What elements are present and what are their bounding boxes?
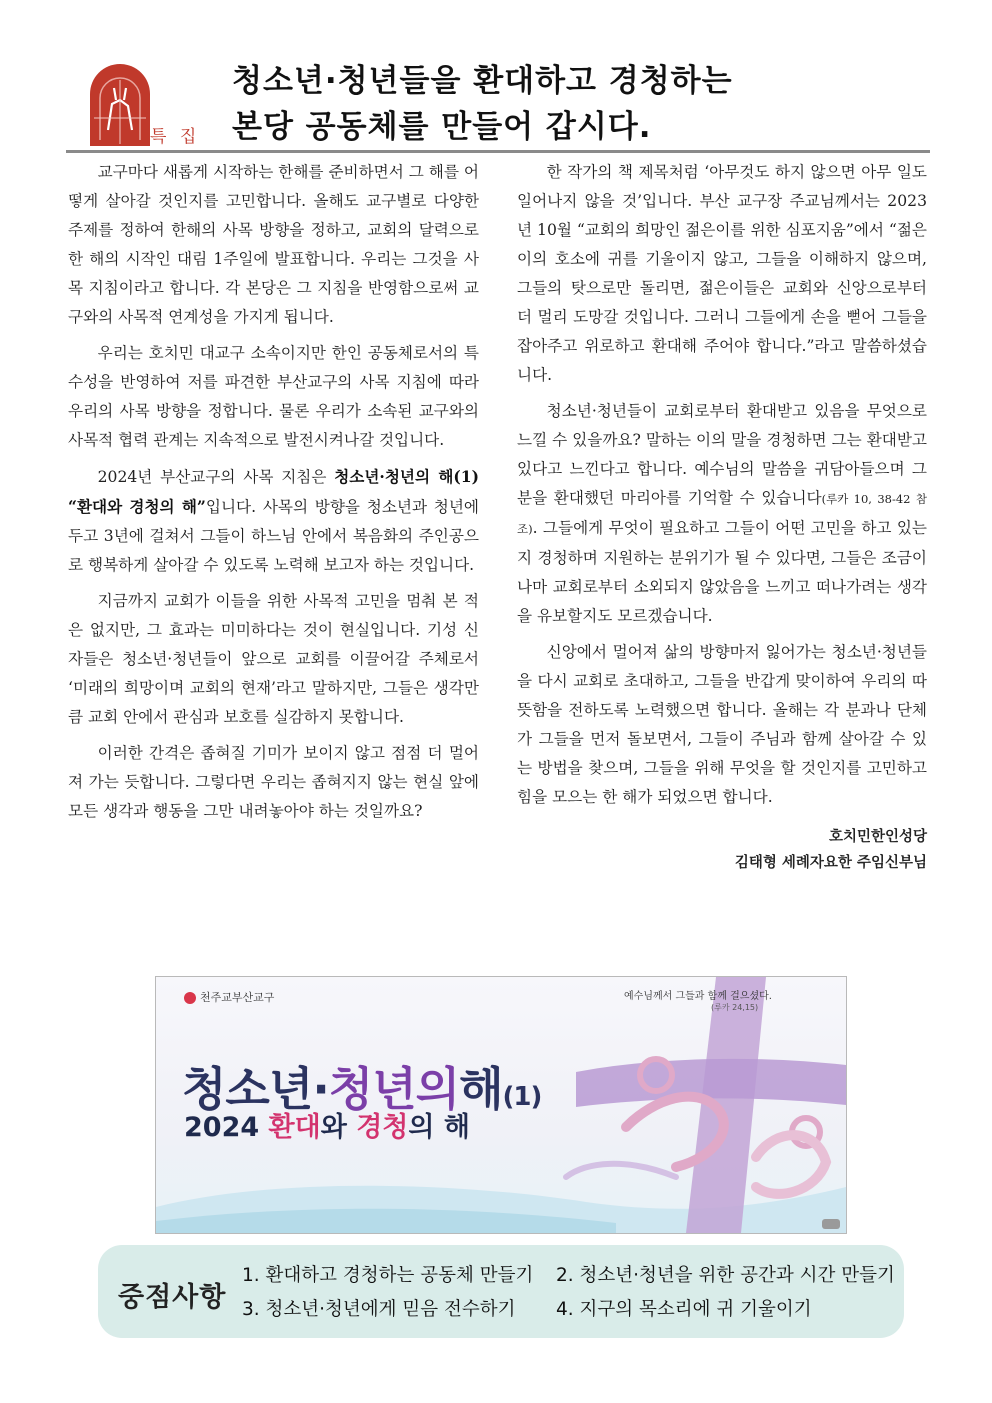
signature [517,824,927,876]
pastoral-theme: 청소년·청년의 해(1) “환대와 경청의 해” [68,467,479,516]
title-line-2: 본당 공동체를 만들어 갑시다. [232,109,652,145]
diocese-name: 천주교부산교구 [200,991,275,1004]
banner-sub-and: 와 [320,1112,357,1143]
banner-title-dot: · [312,1062,329,1116]
article-left-column [68,158,479,833]
paragraph-2: 우리는 호치민 대교구 소속이지만 한인 공동체로서의 특수성을 반영하여 저를 파견한 부산교구의 사목 지침에 따라 우리의 사목 방향을 정합니다. 물론 우리가 소속된 교구와의 사목적 협력 관계는 지속적으로 발전시켜나갈 것입니다. [68,344,479,449]
theme-banner [155,976,847,1234]
banner-title-year: 해 [459,1062,503,1116]
banner-quote: 예수님께서 그들과 함께 걸으셨다. [624,991,772,1002]
banner-sub-listening: 경청 [356,1112,409,1143]
scripture-reference: (루카 10, 38-42 참조) [517,492,927,536]
signature-name: 김태형 세례자요한 주임신부님 [734,855,927,871]
focus-item-3: 3. 청소년·청년에게 믿음 전수하기 [242,1299,516,1320]
paragraph-4: 지금까지 교회가 이들을 위한 사목적 고민을 멈춰 본 적은 없지만, 그 효과는 미미하다는 것이 현실입니다. 기성 신자들은 청소년·청년들이 앞으로 교회를 이끌어갈 주체로서 ‘미래의 희망이며 교회의 현재’라고 말하지만, 그들은 생각만큼 교회 안에서 관심과 보호를 실감하지 못합니다. [68,592,479,726]
page-title [232,58,733,150]
banner-sub-year: 2024 [184,1112,269,1143]
section-label: 특 집 [150,127,201,147]
banner-title-number: (1) [502,1082,542,1112]
banner-title-young-adults: 청년 [328,1062,416,1116]
article-right-column [517,158,927,876]
paragraph-1: 교구마다 새롭게 시작하는 한해를 준비하면서 그 해를 어떻게 살아갈 것인지를 고민합니다. 올해도 교구별로 다양한 주제를 정하여 한해의 사목 방향을 정하고, 교회의 달력으로 한 해의 시작인 대림 1주일에 발표합니다. 우리는 그것을 사목 지침이라고 합니다. 각 본당은 그 지침을 반영함으로써 교구와의 사목적 연계성을 가지게 됩니다. [68,163,479,326]
paragraph-5: 이러한 간격은 좁혀질 기미가 보이지 않고 점점 더 멀어져 가는 듯합니다. 그렇다면 우리는 좁혀지지 않는 현실 앞에 모든 생각과 행동을 그만 내려놓아야 하는 것일까요? [68,744,479,820]
diocese-org [184,989,274,1005]
special-feature-logo [86,60,154,146]
paragraph-7-lead: 청소년·청년들이 교회로부터 환대받고 있음을 무엇으로 느낄 수 있을까요? 말하는 이의 말을 경청하면 그는 환대받고 있다고 느낀다고 합니다. 예수님의 말씀을 귀담아들으며 그분을 환대했던 마리아를 기억할 수 있습니다 [517,402,927,507]
banner-title-youth: 청소년 [182,1062,313,1116]
focus-item-4: 4. 지구의 목소리에 귀 기울이기 [556,1299,812,1320]
paragraph-8: 신앙에서 멀어져 삶의 방향마저 잃어가는 청소년·청년들을 다시 교회로 초대하고, 그들을 반갑게 맞이하여 우리의 따뜻함을 전하도록 노력했으면 합니다. 올해는 각 분과나 단체가 그들을 먼저 돌보면서, 그들이 주님과 함께 살아갈 수 있는 방법을 찾으며, 그들을 위해 무엇을 할 것인지를 고민하고 힘을 모으는 한 해가 되었으면 합니다. [517,643,927,806]
banner-subtitle [184,1105,470,1144]
paragraph-3 [68,462,479,580]
header-divider [66,150,930,153]
focus-item-1: 1. 환대하고 경청하는 공동체 만들기 [242,1265,534,1286]
banner-title-particle: 의 [415,1062,460,1116]
paragraph-7 [517,397,927,631]
paragraph-3-rest: 입니다. 사목의 방향을 청소년과 청년에 두고 3년에 걸쳐서 그들이 하느님 안에서 복음화의 주인공으로 행복하게 살아갈 수 있도록 노력해 보고자 하는 것입니다. [68,498,479,574]
focus-item-2: 2. 청소년·청년을 위한 공간과 시간 만들기 [556,1265,895,1286]
paragraph-7-rest: . 그들에게 무엇이 필요하고 그들이 어떤 고민을 하고 있는지 경청하며 지원하는 분위기가 될 수 있다면, 그들은 조금이나마 교회로부터 소외되지 않았음을 느끼고 떠나가려는 생각을 유보할지도 모르겠습니다. [517,519,927,625]
banner-quote-ref: (루카 24,15) [711,1003,759,1012]
diocese-logo-icon [184,992,196,1004]
title-line-1: 청소년·청년들을 환대하고 경청하는 [232,63,733,99]
focus-points-box [98,1245,904,1338]
signature-parish: 호치민한인성당 [828,829,927,845]
banner-sub-tail: 의 해 [408,1112,470,1143]
focus-heading: 중점사항 [118,1282,227,1313]
banner-nav-arrows-icon[interactable] [822,1219,840,1229]
banner-sub-hospitality: 환대 [268,1112,321,1143]
paragraph-3-lead: 2024년 부산교구의 사목 지침은 [97,468,335,486]
paragraph-6: 한 작가의 책 제목처럼 ‘아무것도 하지 않으면 아무 일도 일어나지 않을 것’입니다. 부산 교구장 주교님께서는 2023년 10월 “교회의 희망인 젊은이를 위한 심포지움”에서 “젊은이의 호소에 귀를 기울이지 않고, 그들을 이해하지 않으며, 그들의 탓으로만 돌리면, 젊은이들은 교회와 신앙으로부터 더 멀리 도망갈 것입니다. 그러니 그들에게 손을 뻗어 그들을 잡아주고 위로하고 환대해 주어야 합니다.”라고 말씀하셨습니다. [517,163,927,384]
